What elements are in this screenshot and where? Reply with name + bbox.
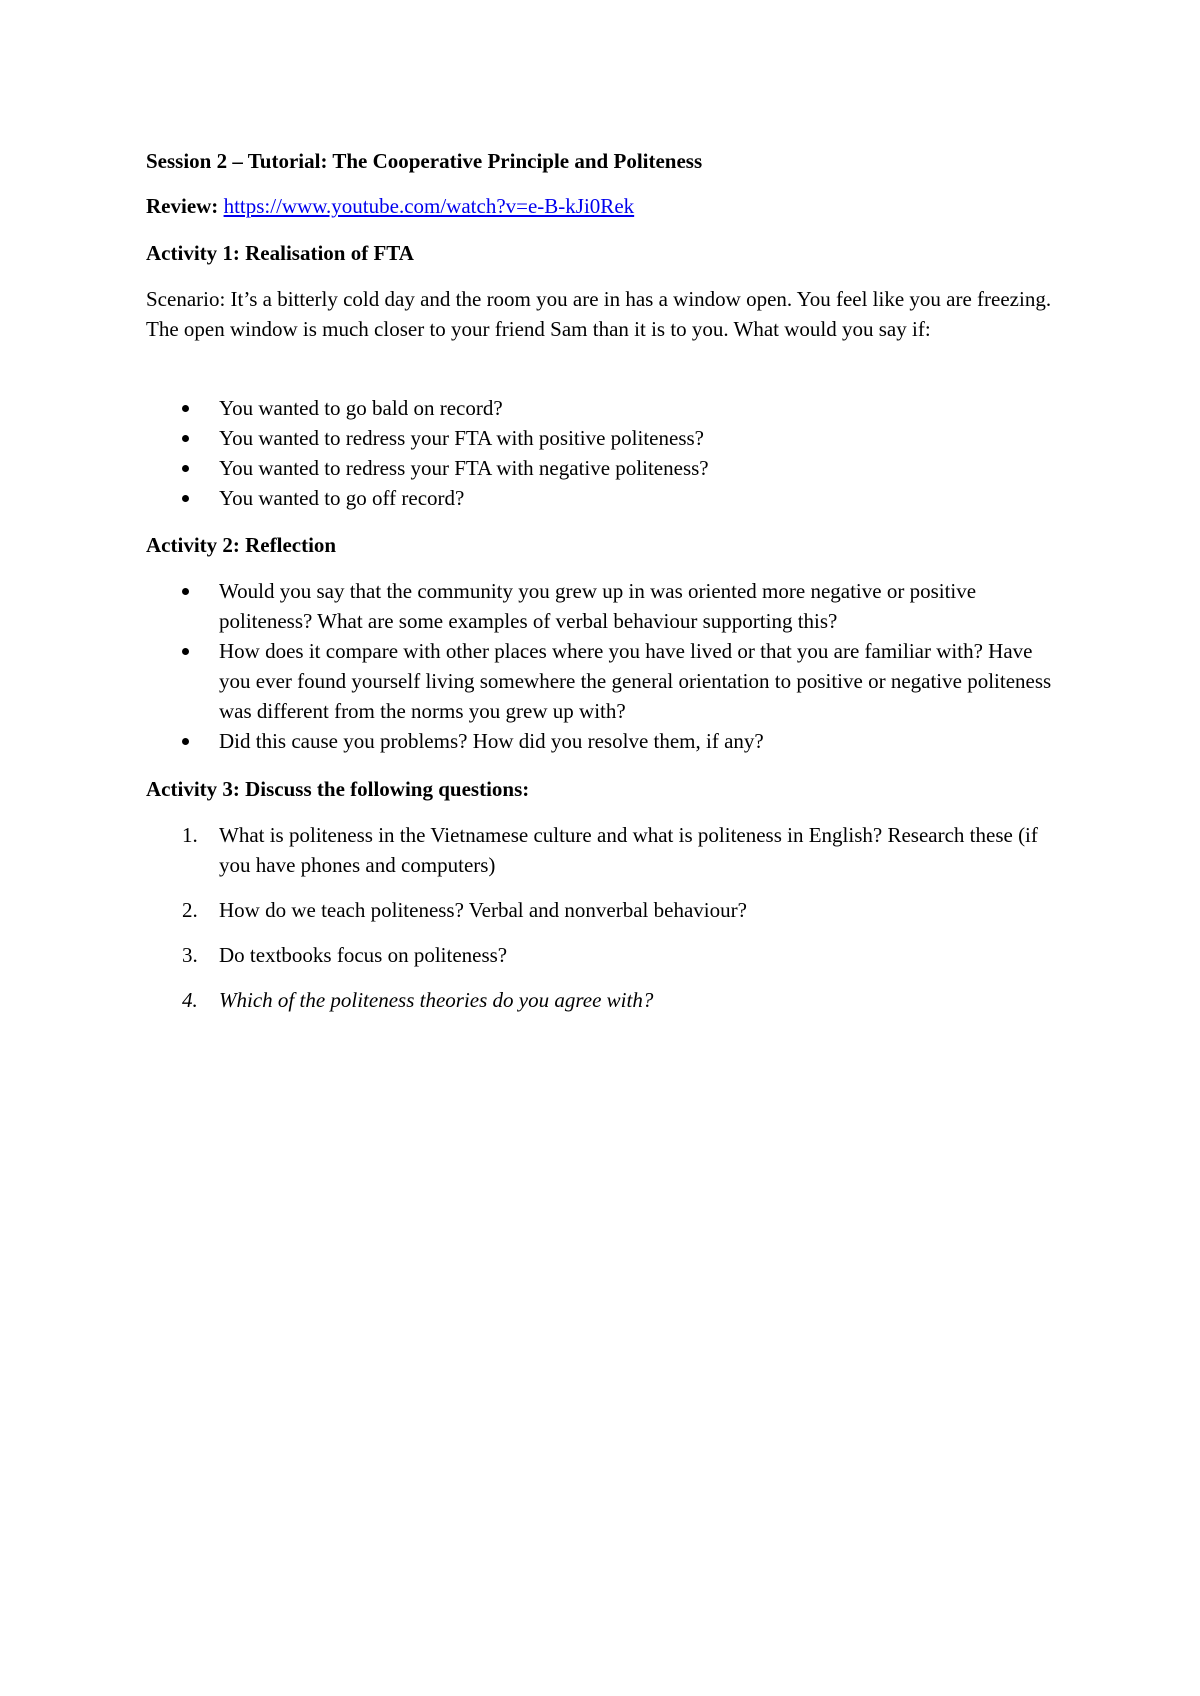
list-item-text: Would you say that the community you grew up in was oriented more negative or positive politeness? What are some examples of verbal behaviour supporting this? xyxy=(219,579,977,633)
list-number: 4. xyxy=(182,988,198,1012)
scenario-text: Scenario: It’s a bitterly cold day and the room you are in has a window open. You feel like you are freezing. The open window is much closer to your friend Sam than it is to you. What would you say if: xyxy=(146,287,1052,341)
list-item xyxy=(146,453,1066,483)
list-item-text: Do textbooks focus on politeness? xyxy=(219,943,508,967)
list-item-text: You wanted to go bald on record? xyxy=(219,396,503,420)
review-line xyxy=(146,191,1066,221)
list-item xyxy=(146,483,1066,513)
list-item-text: How do we teach politeness? Verbal and nonverbal behaviour? xyxy=(219,898,747,922)
list-number: 3. xyxy=(182,943,198,967)
list-item-text: What is politeness in the Vietnamese culture and what is politeness in English? Research these (if you have phones and computers) xyxy=(219,823,1038,877)
review-label: Review: xyxy=(146,194,219,218)
list-number: 2. xyxy=(182,898,198,922)
list-item xyxy=(146,726,1066,756)
bullet-icon xyxy=(182,495,189,502)
bullet-icon xyxy=(182,588,189,595)
activity2-list xyxy=(146,576,1066,756)
list-item xyxy=(146,985,1066,1015)
list-item-text: You wanted to go off record? xyxy=(219,486,465,510)
activity3-list xyxy=(146,820,1066,1015)
bullet-icon xyxy=(182,648,189,655)
list-item xyxy=(146,895,1066,925)
list-item xyxy=(146,393,1066,423)
activity1-title: Activity 1: Realisation of FTA xyxy=(146,241,414,265)
bullet-icon xyxy=(182,738,189,745)
activity1-scenario xyxy=(146,284,1066,344)
list-item-text: You wanted to redress your FTA with negative politeness? xyxy=(219,456,709,480)
list-item-text: How does it compare with other places where you have lived or that you are familiar with? Have you ever found yourself living somewhere the general orientation to positive or negative politeness was different from the norms you grew up with? xyxy=(219,639,1052,723)
list-item xyxy=(146,940,1066,970)
bullet-icon xyxy=(182,435,189,442)
review-link[interactable]: https://www.youtube.com/watch?v=e-B-kJi0Rek xyxy=(223,194,635,218)
list-item-text: Did this cause you problems? How did you resolve them, if any? xyxy=(219,729,764,753)
activity1-list xyxy=(146,393,1066,513)
activity2-title: Activity 2: Reflection xyxy=(146,533,337,557)
activity3-title: Activity 3: Discuss the following questions: xyxy=(146,777,530,801)
bullet-icon xyxy=(182,405,189,412)
bullet-icon xyxy=(182,465,189,472)
list-item xyxy=(146,423,1066,453)
list-item-text: Which of the politeness theories do you agree with? xyxy=(219,988,654,1012)
session-heading: Session 2 – Tutorial: The Cooperative Principle and Politeness xyxy=(146,149,703,173)
list-item xyxy=(146,820,1066,880)
list-item xyxy=(146,636,1066,726)
list-number: 1. xyxy=(182,823,198,847)
list-item xyxy=(146,576,1066,636)
list-item-text: You wanted to redress your FTA with positive politeness? xyxy=(219,426,704,450)
